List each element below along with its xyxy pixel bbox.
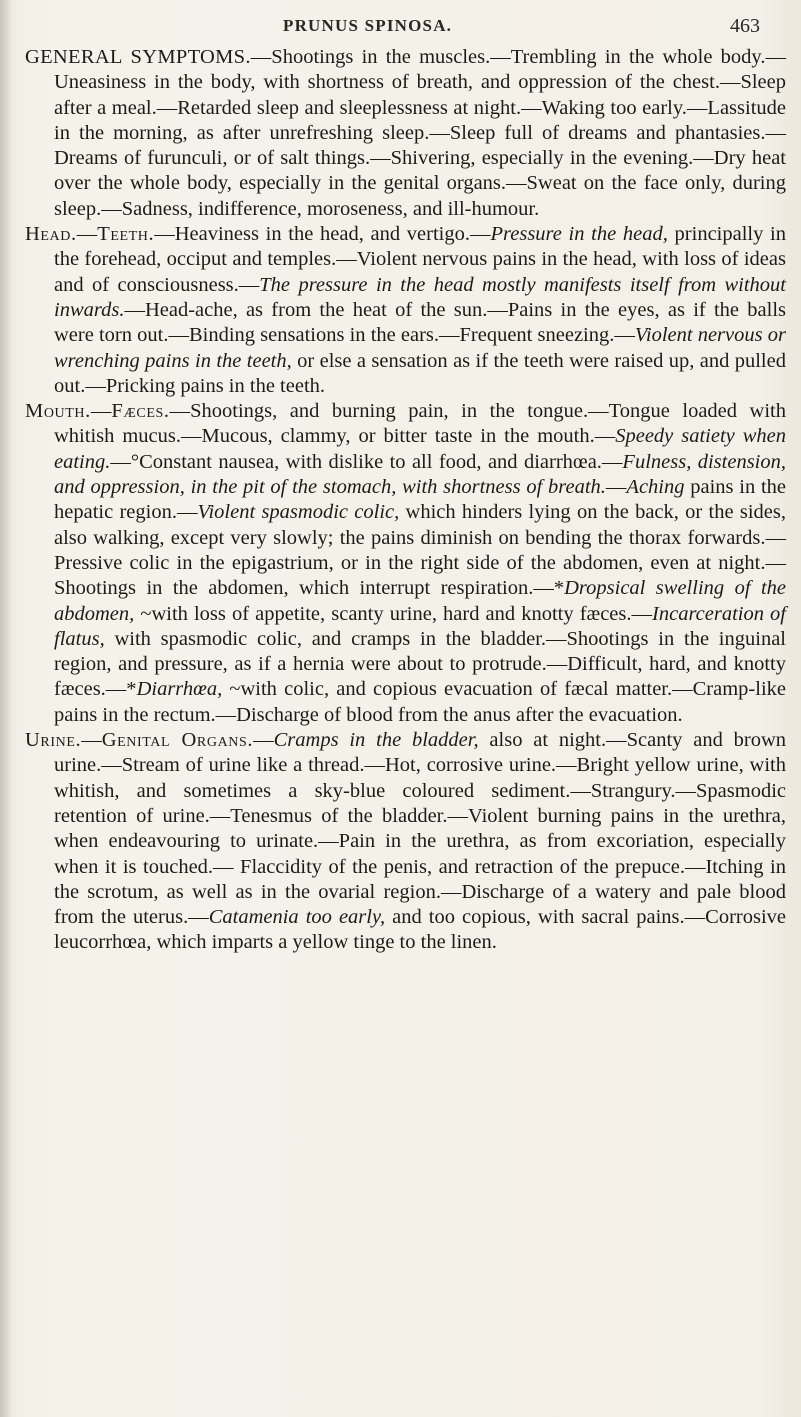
- section-heading-general: GENERAL SYMPTOMS.: [25, 46, 251, 68]
- text-run: pains in the hepatic region.—: [54, 476, 786, 524]
- text-run: which hinders lying on the back, or the sides, also walking, except very slowly; the pains diminish on bending the thorax forwards.— Pressive colic in the epigastrium, or in the right side of the abdomen, even at night.—Shootings in the abdomen, which interrupt respiration.—*: [54, 501, 786, 600]
- text-run: or else a sensation as if the teeth were raised up, and pulled out.—Pricking pains in the teeth.: [54, 349, 786, 397]
- emphasis-run: Aching: [626, 476, 685, 499]
- gutter-shadow: [0, 0, 12, 1417]
- emphasis-run: Speedy satiety when eating.: [54, 425, 786, 473]
- text-run: —°Constant nausea, with dislike to all food, and diarrhœa.—: [110, 450, 623, 473]
- section-label-urine: Urine.: [25, 729, 82, 752]
- text-run: ~with loss of appetite, scanty urine, hard and knotty fæces.—: [134, 602, 653, 625]
- section-label-genital-organs: Genital Organs.: [101, 729, 254, 752]
- text-run: and too copious, with sacral pains.—Corrosive leucorrhœa, which imparts a yellow tinge to the linen.: [54, 906, 787, 954]
- text-run: with spasmodic colic, and cramps in the bladder.—Shootings in the inguinal region, and pressure, as if a hernia were about to protrude.—Difficult, hard, and knotty fæces.—*: [54, 627, 786, 701]
- label-dash: —: [81, 729, 102, 752]
- section-label-faeces: Fæces.: [111, 400, 170, 423]
- text-run: —Shootings, and burning pain, in the tongue.—Tongue loaded with whitish mucus.—Mucous, clammy, or bitter taste in the mouth.—: [54, 400, 786, 448]
- section-mouth-faeces: [24, 399, 786, 728]
- text-run: ~with colic, and copious evacuation of fæcal matter.—Cramp-like pains in the rectum.—Discharge of blood from the anus after the evacuation.: [54, 678, 786, 726]
- running-head-title: PRUNUS SPINOSA.: [283, 16, 453, 35]
- section-general-symptoms: [24, 45, 786, 222]
- emphasis-run: Pressure in the head,: [490, 223, 668, 246]
- page-number: 463: [730, 15, 760, 37]
- emphasis-run: Catamenia too early,: [208, 906, 386, 929]
- label-dash: —: [76, 223, 98, 246]
- section-label-mouth: Mouth.: [25, 400, 91, 423]
- section-urine-genital: [24, 728, 786, 956]
- label-dash: —: [90, 400, 112, 423]
- emphasis-run: Dropsical swelling of the abdomen,: [54, 577, 786, 625]
- emphasis-run: Violent spasmodic colic,: [197, 501, 400, 524]
- page-body: [24, 45, 786, 956]
- emphasis-run: Cramps in the bladder,: [273, 729, 479, 752]
- running-head: [0, 16, 801, 46]
- text-run: —Head-ache, as from the heat of the sun.—Pains in the eyes, as if the balls were torn out.—Binding sensations in the ears.—Frequent sneezing.—: [54, 298, 786, 347]
- text-run: —: [253, 729, 274, 752]
- emphasis-run: Incarceration of flatus,: [54, 602, 787, 650]
- text-run: —Heaviness in the head, and vertigo.—: [154, 223, 491, 246]
- emphasis-run: Violent nervous or wrenching pains in the teeth,: [54, 324, 786, 372]
- text-run: also at night.—Scanty and brown urine.—Stream of urine like a thread.—Hot, corrosive urine.—Bright yellow urine, with whitish, and sometimes a sky-blue coloured sediment.—Strangury.—Spasmodic retention of urine.—Tenesmus of the bladder.—Violent burning pains in the urethra, when endeavouring to urinate.—Pain in the urethra, as from excoriation, especially when it is touched.— Flaccidity of the penis, and retraction of the prepuce.—Itching in the scrotum, as well as in the ovarial region.—Discharge of a watery and pale blood from the uterus.—: [54, 729, 787, 929]
- text-run: —: [605, 476, 627, 499]
- emphasis-run: Fulness, distension, and oppression, in the pit of the stomach, with shortness of breath.: [54, 450, 786, 499]
- section-text-general: —Shootings in the muscles.—Trembling in the whole body.—Uneasiness in the body, with shortness of breath, and oppression of the chest.—Sleep after a meal.—Retarded sleep and sleeplessness at night.—Waking too early.—Lassitude in the morning, as after unrefreshing sleep.—Sleep full of dreams and phantasies.—Dreams of furunculi, or of salt things.—Shivering, especially in the evening.—Dry heat over the whole body, especially in the genital organs.—Sweat on the face only, during sleep.—Sadness, indifference, moroseness, and ill-humour.: [54, 46, 786, 220]
- section-label-teeth: Teeth.: [97, 223, 155, 246]
- section-label-head: Head.: [25, 223, 77, 246]
- emphasis-run: The pressure in the head mostly manifests itself from without inwards.: [54, 273, 786, 321]
- text-run: principally in the forehead, occiput and temples.—Violent nervous pains in the head, with loss of ideas and of consciousness.—: [54, 223, 786, 296]
- section-head-teeth: [24, 222, 786, 399]
- emphasis-run: Diarrhœa,: [136, 678, 223, 701]
